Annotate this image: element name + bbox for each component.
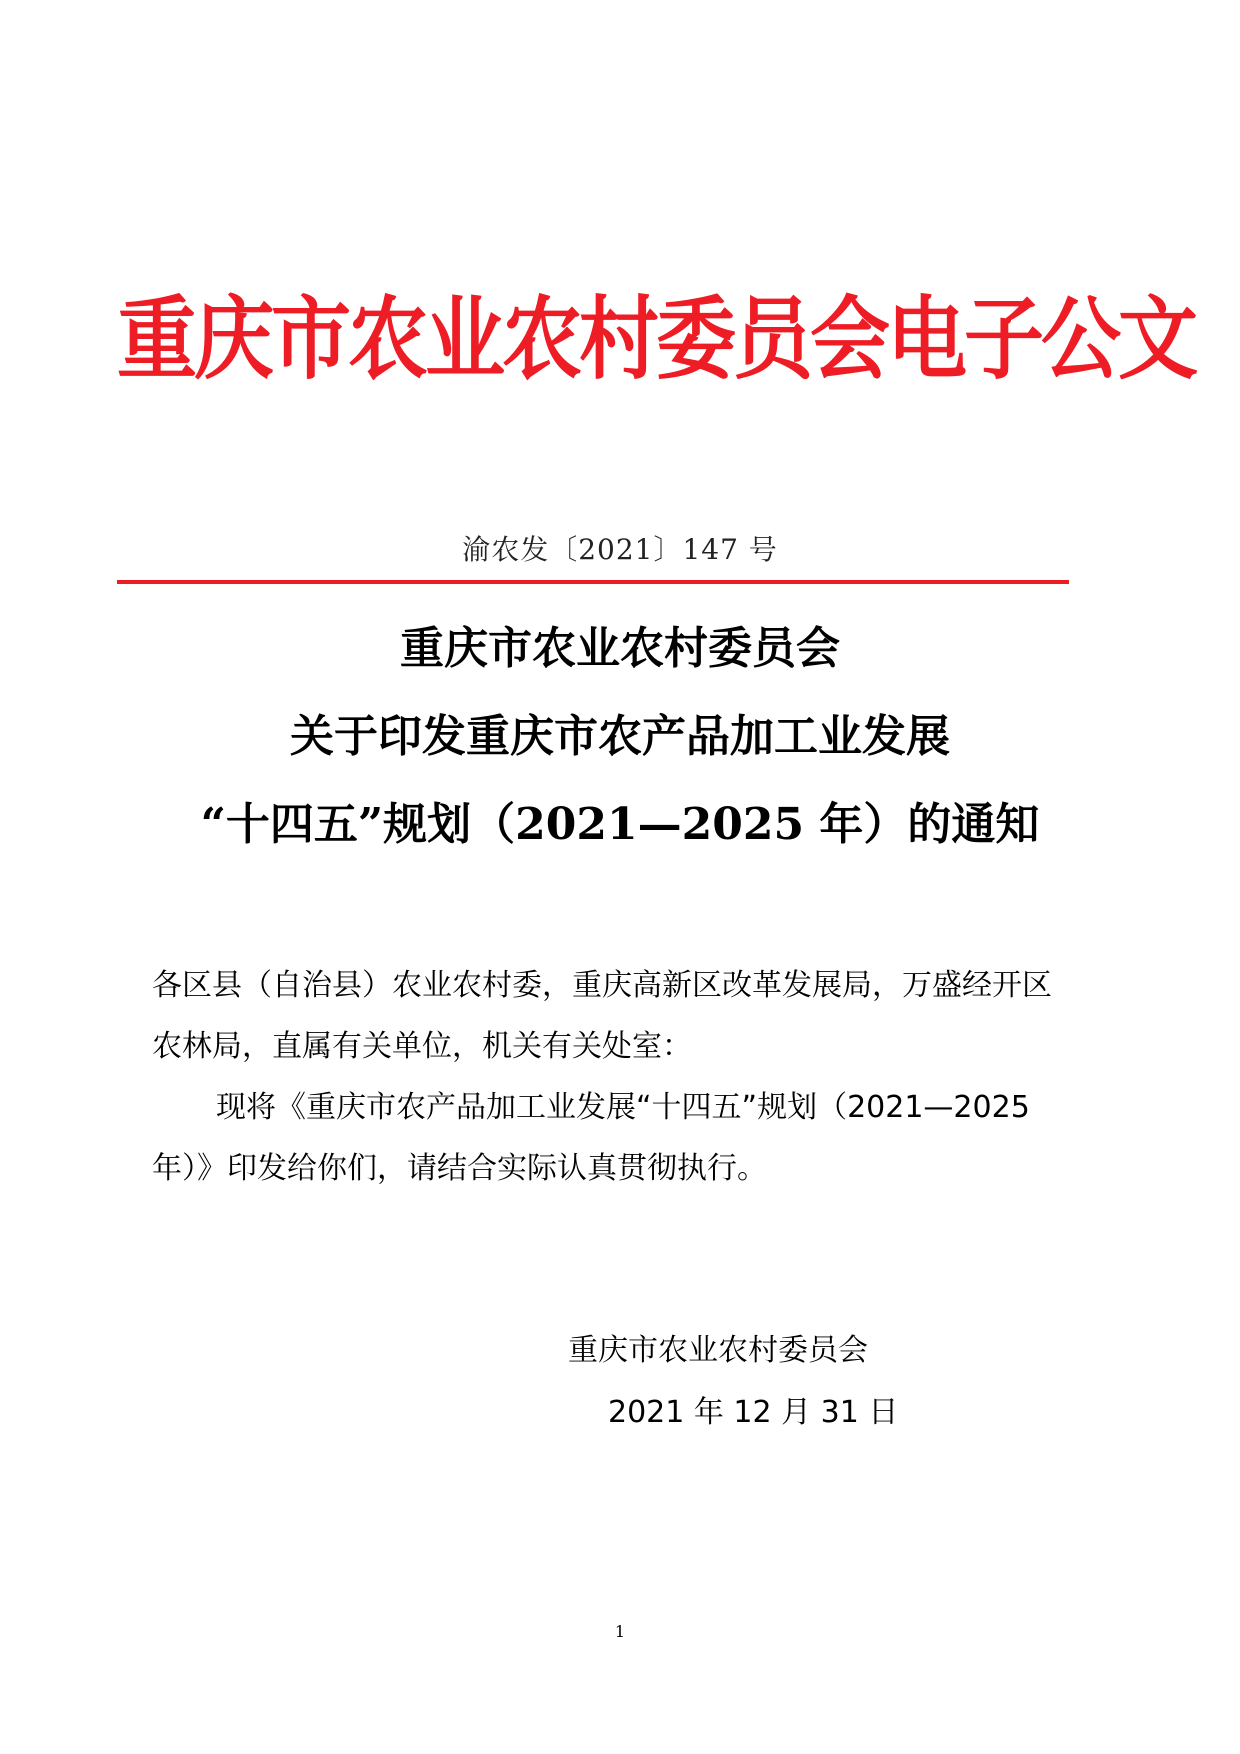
addressee-line: 各区县（自治县）农业农村委，重庆高新区改革发展局，万盛经开区农林局，直属有关单位，机关有关处室： bbox=[152, 968, 1052, 1064]
page-number: 1 bbox=[614, 1622, 626, 1641]
signature-block bbox=[540, 1320, 940, 1444]
signature-organization: 重庆市农业农村委员会 bbox=[568, 1333, 868, 1368]
document-title bbox=[0, 605, 1240, 869]
title-line-2: 关于印发重庆市农产品加工业发展 bbox=[290, 711, 950, 762]
body-paragraph: 现将《重庆市农产品加工业发展“十四五”规划（2021—2025年）》印发给你们，请结合实际认真贯彻执行。 bbox=[152, 1090, 1030, 1186]
signature-date: 2021 年 12 月 31 日 bbox=[608, 1395, 899, 1430]
red-masthead: 重庆市农业农村委员会电子公文 bbox=[117, 286, 1195, 392]
document-number: 渝农发〔2021〕147 号 bbox=[462, 533, 778, 566]
title-line-1: 重庆市农业农村委员会 bbox=[400, 623, 840, 674]
document-body bbox=[152, 955, 1072, 1199]
red-divider-rule bbox=[117, 580, 1069, 584]
title-line-3: “十四五”规划（2021—2025 年）的通知 bbox=[200, 799, 1040, 850]
